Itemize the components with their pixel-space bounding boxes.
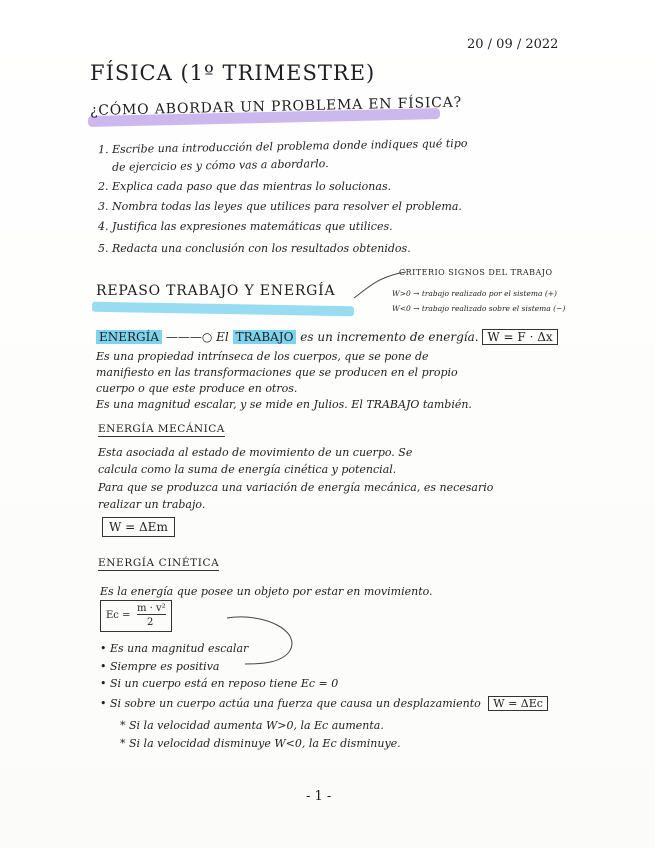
mecanica-line-4: realizar un trabajo. bbox=[98, 498, 206, 511]
section-heading-problema: ¿CÓMO ABORDAR UN PROBLEMA EN FÍSICA? bbox=[89, 94, 463, 119]
mecanica-line-1: Esta asociada al estado de movimiento de un cuerpo. Se bbox=[98, 446, 413, 459]
trabajo-formula: W = F · Δx bbox=[482, 329, 557, 345]
bracket-curve-icon bbox=[225, 612, 305, 668]
energia-trabajo-row: ENERGÍA ———○ El TRABAJO es un incremento de energía. W = F · Δx bbox=[96, 330, 558, 344]
step-3: 3. Nombra todas las leyes que utilices para resolver el problema. bbox=[98, 200, 462, 213]
energia-line-3: cuerpo o que este produce en otros. bbox=[96, 382, 298, 395]
mecanica-line-3: Para que se produzca una variación de energía mecánica, es necesario bbox=[98, 481, 494, 494]
cinetica-formula-left: Ec = bbox=[106, 610, 131, 621]
trabajo-pre: El bbox=[216, 330, 229, 344]
step-1-cont: de ejercicio es y cómo vas a abordarlo. bbox=[111, 157, 329, 174]
cinetica-sub-bullet-2: * Si la velocidad disminuye W<0, la Ec disminuye. bbox=[120, 737, 401, 750]
section-heading-repaso: REPASO TRABAJO Y ENERGÍA bbox=[96, 283, 336, 299]
cinetica-bullet-2: • Siempre es positiva bbox=[100, 660, 220, 673]
step-1: 1. Escribe una introducción del problema donde indiques qué tipo bbox=[97, 136, 468, 157]
trabajo-post: es un incremento de energía. bbox=[300, 330, 479, 344]
date: 20 / 09 / 2022 bbox=[467, 37, 559, 52]
step-5: 5. Redacta una conclusión con los resultados obtenidos. bbox=[98, 242, 411, 255]
mecanica-heading: ENERGÍA MECÁNICA bbox=[98, 423, 225, 435]
cinetica-formula-den: 2 bbox=[147, 617, 154, 628]
cinetica-heading: ENERGÍA CINÉTICA bbox=[98, 557, 220, 569]
cinetica-formula-num: m · v² bbox=[137, 603, 166, 614]
cinetica-formula-box bbox=[100, 600, 172, 632]
mecanica-line-2: calcula como la suma de energía cinética y potencial. bbox=[98, 463, 397, 476]
page-title: FÍSICA (1º TRIMESTRE) bbox=[90, 61, 376, 85]
energia-line-1: Es una propiedad intrínseca de los cuerpos, que se pone de bbox=[96, 350, 429, 363]
criteria-line-2: W<0 → trabajo realizado sobre el sistema (−) bbox=[392, 304, 566, 313]
blue-highlight bbox=[92, 302, 354, 317]
criteria-title: CRITERIO SIGNOS DEL TRABAJO bbox=[399, 268, 553, 277]
cinetica-bullet-3: • Si un cuerpo está en reposo tiene Ec = 0 bbox=[100, 677, 339, 690]
energia-label: ENERGÍA bbox=[96, 330, 162, 344]
cinetica-bullet-formula: W = ΔEc bbox=[488, 696, 548, 711]
cinetica-bullet-4 bbox=[100, 697, 548, 711]
page-number: - 1 - bbox=[306, 789, 332, 804]
cinetica-bullet-1: • Es una magnitud escalar bbox=[100, 642, 249, 655]
mecanica-formula: W = ΔEm bbox=[102, 517, 175, 537]
energia-line-2: manifiesto en las transformaciones que se producen en el propio bbox=[96, 366, 458, 379]
cinetica-sub-bullet-1: * Si la velocidad aumenta W>0, la Ec aumenta. bbox=[120, 719, 384, 732]
step-4: 4. Justifica las expresiones matemáticas que utilices. bbox=[98, 220, 393, 233]
energia-line-4: Es una magnitud escalar, y se mide en Julios. El TRABAJO también. bbox=[96, 398, 472, 411]
step-2: 2. Explica cada paso que das mientras lo solucionas. bbox=[98, 180, 392, 193]
cinetica-bullet-4-text: • Si sobre un cuerpo actúa una fuerza que causa un desplazamiento bbox=[100, 697, 481, 710]
criteria-line-1: W>0 → trabajo realizado por el sistema (+) bbox=[392, 289, 557, 298]
cinetica-intro: Es la energía que posee un objeto por estar en movimiento. bbox=[100, 585, 433, 598]
trabajo-word: TRABAJO bbox=[233, 330, 297, 344]
